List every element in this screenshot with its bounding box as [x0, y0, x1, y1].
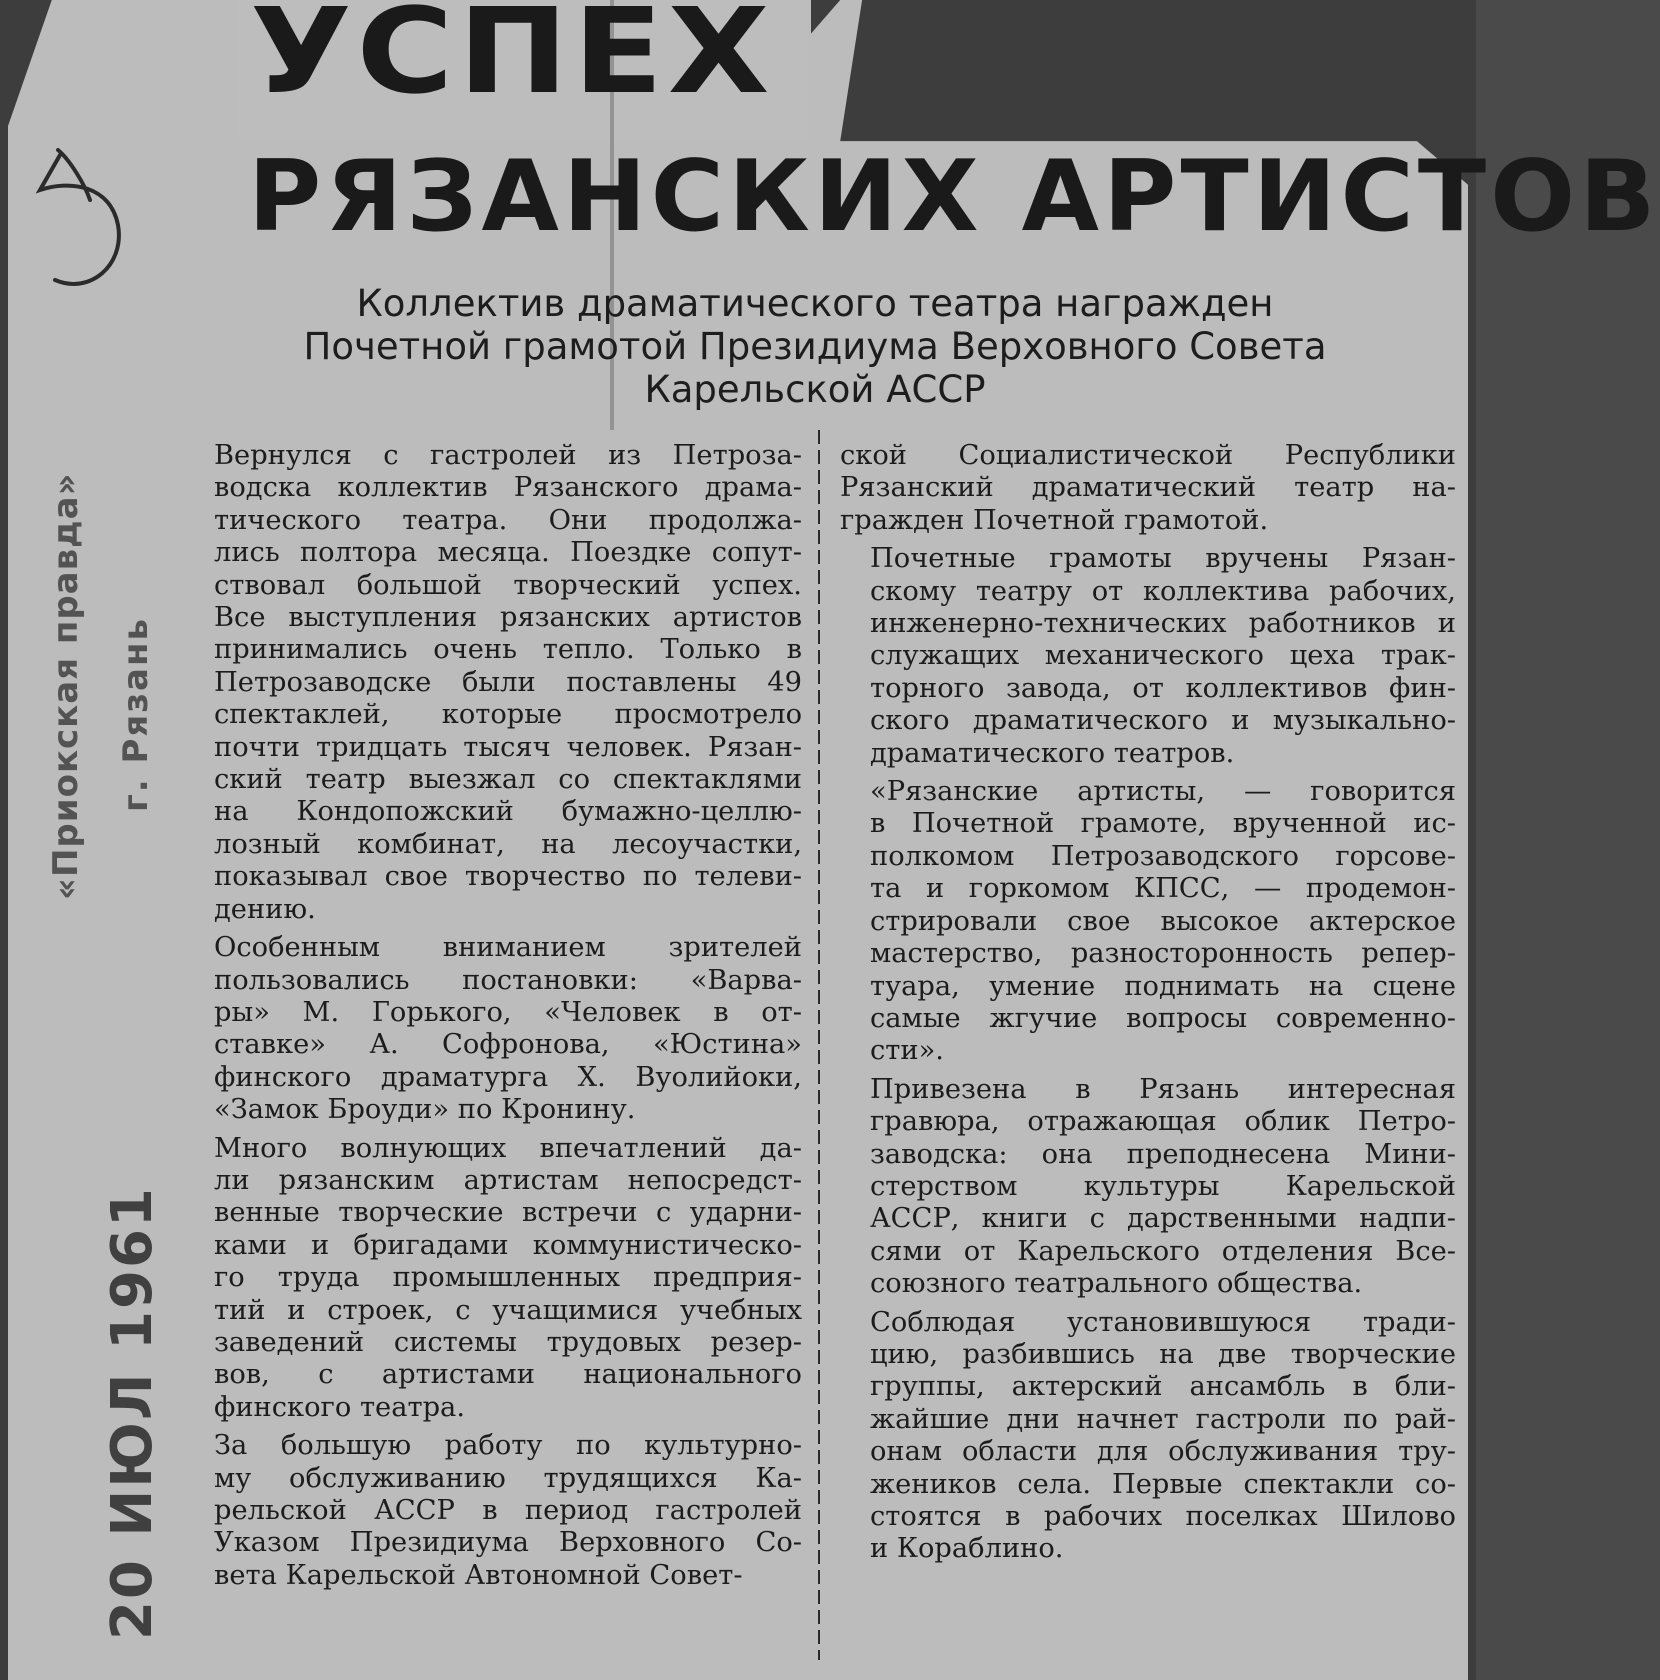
subheadline-line: Карельской АССР — [644, 368, 986, 411]
svg-text:5: 5 — [30, 130, 31, 131]
article-line: на Кондопожский бумажно-целлю- — [214, 796, 802, 828]
article-line: вета Карельской Автономной Совет- — [214, 1559, 743, 1591]
article-line: Привезена в Рязань интересная — [870, 1073, 1456, 1105]
article-line: цию, разбившись на две творческие — [870, 1338, 1456, 1370]
article-paragraph — [184, 932, 802, 1126]
article-line: гражден Почетной грамотой. — [840, 504, 1269, 536]
column-divider — [818, 430, 820, 1660]
article-line: рельской АССР в период гастролей — [214, 1495, 802, 1526]
article-paragraph — [184, 1430, 802, 1592]
subheadline — [250, 282, 1380, 411]
article-line: группы, актерский ансамбль в бли- — [870, 1371, 1456, 1403]
article-line: тического театра. Они продолжа- — [214, 504, 802, 536]
article-paragraph — [840, 776, 1456, 1068]
handwritten-mark — [30, 130, 140, 300]
date-stamp: 20 ИЮЛ 1961 — [100, 1186, 165, 1640]
article-line: финского драматурга Х. Вуолийоки, — [214, 1061, 802, 1093]
article-column-left — [184, 440, 802, 1592]
article-line: финского театра. — [214, 1391, 466, 1423]
article-line: «Замок Броуди» по Кронину. — [214, 1094, 636, 1126]
article-line: го труда промышленных предприя- — [214, 1262, 802, 1294]
article-line: показывал свое творчество по телеви- — [214, 861, 802, 893]
article-line: Соблюдая установившуюся тради- — [870, 1306, 1456, 1338]
article-line: му обслуживанию трудящихся Ка- — [214, 1462, 802, 1494]
article-line: венные творческие встречи с ударни- — [214, 1197, 802, 1229]
article-line: жайшие дни начнет гастроли по рай- — [870, 1403, 1456, 1435]
headline-line-2: РЯЗАНСКИХ АРТИСТОВ — [248, 140, 1660, 254]
article-paragraph — [840, 440, 1456, 537]
article-column-right — [840, 440, 1456, 1566]
subheadline-line: Коллектив драматического театра награжден — [356, 282, 1274, 325]
subheadline-line: Почетной грамотой Президиума Верховного Совета — [303, 325, 1327, 368]
article-line: ский театр выезжал со спектаклями — [214, 764, 802, 796]
article-line: гравюра, отражающая облик Петро- — [870, 1106, 1456, 1138]
article-line: драматического театров. — [870, 737, 1235, 769]
article-line: торного завода, от коллективов фин- — [870, 672, 1456, 704]
article-line: онам области для обслуживания тру- — [870, 1436, 1456, 1468]
article-line: инженерно-технических работников и — [870, 608, 1456, 640]
article-line: стоятся в рабочих поселках Шилово — [870, 1501, 1456, 1532]
article-line: ры» М. Горького, «Человек в от- — [214, 996, 802, 1028]
article-line: лись полтора месяца. Поездке сопут- — [214, 537, 802, 569]
article-line: За большую работу по культурно- — [214, 1430, 802, 1462]
article-line: мастерство, разносторонность репер- — [870, 938, 1456, 970]
article-paragraph — [840, 1307, 1456, 1566]
article-line: ского драматического и музыкально- — [870, 705, 1456, 737]
article-line: туара, умение поднимать на сцене — [870, 970, 1456, 1002]
article-line: вов, с артистами национального — [214, 1359, 802, 1391]
article-line: тий и строек, с учащимися учебных — [214, 1294, 802, 1326]
article-line: Вернулся с гастролей из Петроза- — [214, 440, 802, 471]
article-line: заводска: она преподнесена Мини- — [870, 1138, 1456, 1170]
article-line: пользовались постановки: «Варва- — [214, 964, 802, 996]
article-line: сти». — [870, 1035, 944, 1067]
article-line: стрировали свое высокое актерское — [870, 905, 1456, 937]
article-line: самые жгучие вопросы современно- — [870, 1002, 1456, 1034]
article-line: лозный комбинат, на лесоучастки, — [214, 828, 802, 860]
article-line: скому театру от коллектива рабочих, — [870, 575, 1456, 607]
article-line: Петрозаводске были поставлены 49 — [214, 666, 802, 698]
article-line: водска коллектив Рязанского драма- — [214, 472, 802, 504]
article-paragraph — [184, 440, 802, 926]
article-line: сями от Карельского отделения Все- — [870, 1235, 1456, 1267]
city-stamp: г. Рязань — [116, 617, 156, 812]
article-line: полкомом Петрозаводского горсове- — [870, 840, 1456, 872]
article-line: заведений системы трудовых резер- — [214, 1326, 802, 1358]
article-line: и Кораблино. — [870, 1533, 1064, 1565]
article-paragraph — [184, 1133, 802, 1425]
article-line: стерством культуры Карельской — [870, 1170, 1456, 1202]
article-line: ками и бригадами коммунистическо- — [214, 1229, 802, 1261]
article-line: принимались очень тепло. Только в — [214, 634, 802, 666]
article-line: жеников села. Первые спектакли со- — [870, 1468, 1456, 1500]
article-line: Рязанский драматический театр на- — [840, 472, 1456, 504]
article-paragraph — [840, 1074, 1456, 1301]
article-line: ставке» А. Софронова, «Юстина» — [214, 1029, 802, 1061]
article-line: Все выступления рязанских артистов — [214, 602, 802, 634]
article-line: ской Социалистической Республики — [840, 440, 1456, 471]
article-line: дению. — [214, 893, 316, 925]
article-line: ствовал большой творческий успех. — [214, 569, 802, 601]
article-line: союзного театрального общества. — [870, 1268, 1363, 1300]
article-paragraph — [840, 543, 1456, 770]
article-line: та и горкомом КПСС, — продемон- — [870, 873, 1456, 905]
article-line: Почетные грамоты вручены Рязан- — [870, 543, 1456, 575]
headline-line-1: УСПЕХ — [250, 0, 775, 120]
article-line: ли рязанским артистам непосредст- — [214, 1164, 802, 1196]
article-line: служащих механического цеха трак- — [870, 640, 1456, 672]
article-line: Много волнующих впечатлений да- — [214, 1132, 802, 1164]
article-line: «Рязанские артисты, — говорится — [870, 776, 1456, 808]
article-line: почти тридцать тысяч человек. Рязан- — [214, 731, 802, 763]
newspaper-name-stamp: «Приокская правда» — [46, 472, 86, 900]
article-line: спектаклей, которые просмотрело — [214, 699, 802, 731]
article-line: в Почетной грамоте, врученной ис- — [870, 808, 1456, 840]
article-line: Особенным вниманием зрителей — [214, 932, 802, 964]
article-line: Указом Президиума Верховного Со- — [214, 1527, 802, 1559]
article-line: АССР, книги с дарственными надпи- — [870, 1203, 1456, 1235]
